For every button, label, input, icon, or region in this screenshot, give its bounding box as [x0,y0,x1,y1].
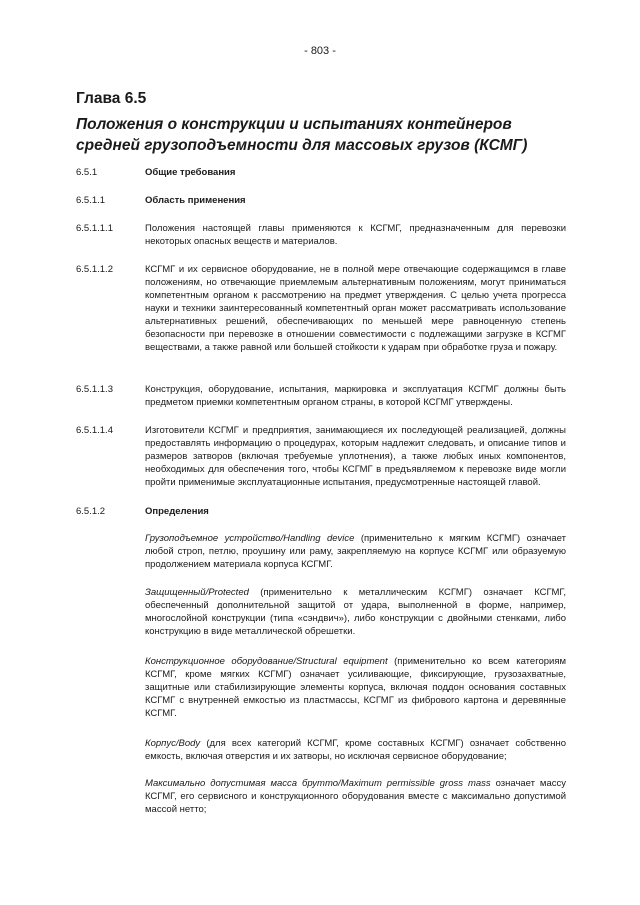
section-number: 6.5.1 [76,167,98,178]
chapter-title: Положения о конструкции и испытаниях контейнеров средней грузоподъемности для массовых грузов (КСМГ) [76,116,528,154]
section-number: 6.5.1.1.4 [76,425,113,436]
definition-term: Грузоподъемное устройство/Handling device [145,533,355,544]
section-number: 6.5.1.1.2 [76,264,113,275]
definition-text: (для всех категорий КСГМГ, кроме составных КСГМГ) означает собственно емкость, включая отверстия и их затворы, но исключая сервисное оборудование; [145,738,566,762]
definition-term: Защищенный/Protected [145,587,249,598]
section-heading: Общие требования [145,167,236,178]
definition-handling-device [145,532,566,571]
section-paragraph: КСГМГ и их сервисное оборудование, не в полной мере отвечающие содержащимся в главе положениям, но отвечающие приемлемым альтернативным положениям, могут приниматься компетентным органом к рассмотрению на предмет утверждения. С целью учета прогресса науки и техники заинтересованный компетентный орган может рассматривать использование альтернативных решений, обеспечивающих по меньшей мере равноценную степень безопасности при перевозке в отношении совместимости с подлежащими загрузке в КСГМГ веществами, а также равной или большей стойкости к ударам при обработке груза и пожару. [145,264,566,353]
section-number: 6.5.1.1.1 [76,223,113,234]
definition-text: (применительно к металлическим КСГМГ) означает КСГМГ, обеспеченный дополнительной защитой от удара, выполненной в форме, например, многослойной конструкции (типа «сэндвич»), либо конструкции с двойными стенками, либо конструкцию в виде металлической обрешетки. [145,587,566,637]
section-heading: Область применения [145,195,246,206]
page-number: - 803 - [304,45,336,57]
definition-text: (применительно к мягким КСГМГ) означает любой строп, петлю, проушину или раму, закрепляемую на корпусе КСГМГ или образуемую продолжением материала корпуса КСГМГ. [145,533,566,570]
definition-term: Конструкционное оборудование/Structural equipment [145,656,388,667]
definition-max-gross-mass [145,777,566,816]
section-paragraph: Изготовители КСГМГ и предприятия, занимающиеся их последующей реализацией, должны предоставлять информацию о процедурах, которым надлежит следовать, и описание типов и размеров затворов (включая требуемые уплотнения), а также любых иных компонентов, необходимых для обеспечения того, чтобы КСГМГ в предъявляемом к перевозке виде могли пройти применимые эксплуатационные испытания, предусмотренные настоящей главой. [145,425,566,488]
definition-text: (применительно ко всем категориям КСГМГ, кроме мягких КСГМГ) означает усиливающие, фиксирующие, грузозахватные, защитные или стабилизирующие элементы корпуса, включая поддон основания составных КСГМГ с внутренней емкостью из пластмассы, КСГМГ из фибрового картона и деревянные КСГМГ. [145,656,566,719]
definition-body [145,737,566,763]
definition-term: Корпус/Body [145,738,201,749]
definition-structural-equipment [145,655,566,720]
definition-text: означает массу КСГМГ, его сервисного и конструкционного оборудования вместе с максимально допустимой массой нетто; [145,778,566,815]
section-number: 6.5.1.2 [76,506,106,517]
definition-protected [145,586,566,638]
section-number: 6.5.1.1.3 [76,384,113,395]
section-paragraph: Положения настоящей главы применяются к КСГМГ, предназначенным для перевозки некоторых опасных веществ и материалов. [145,223,566,247]
section-heading: Определения [145,506,209,517]
section-paragraph: Конструкция, оборудование, испытания, маркировка и эксплуатация КСГМГ должны быть предметом приемки компетентным органом страны, в которой КСГМГ утверждены. [145,384,566,408]
definition-term: Максимально допустимая масса брутто/Maximum permissible gross mass [145,778,491,789]
section-number: 6.5.1.1 [76,195,106,206]
chapter-heading: Глава 6.5 [76,90,147,107]
